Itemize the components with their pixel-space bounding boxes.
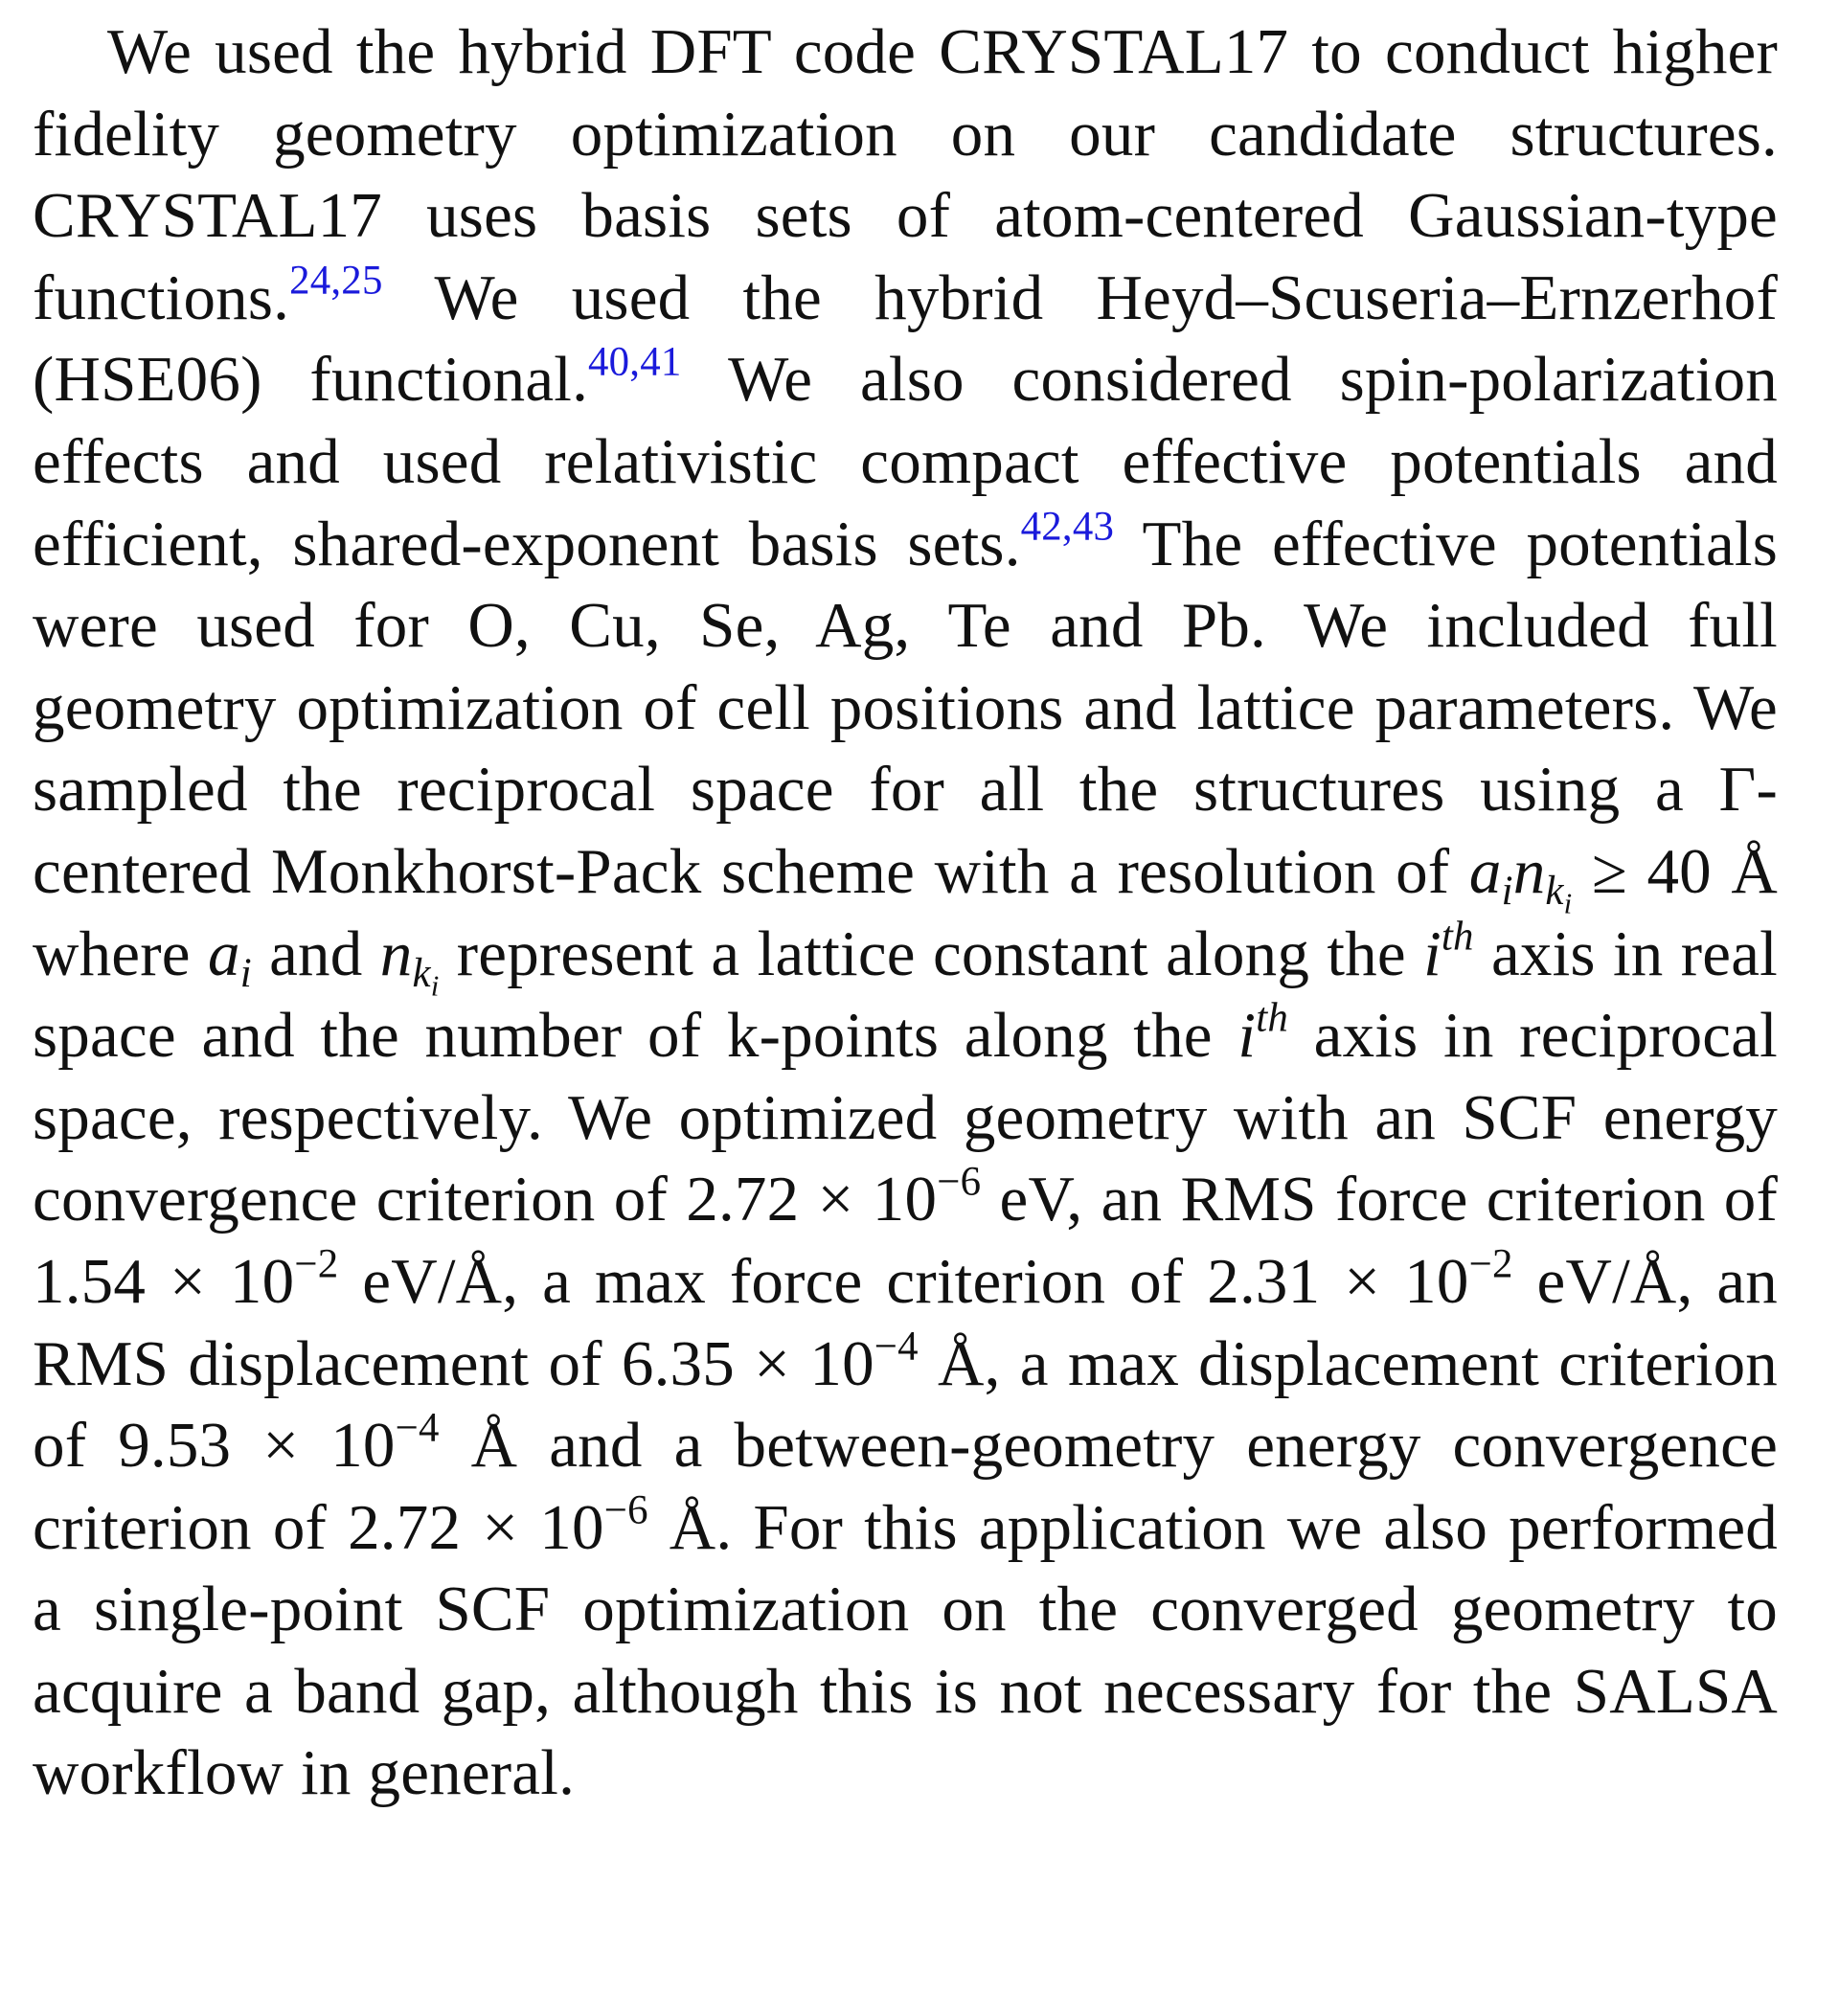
math-subscript: i [1501,868,1513,914]
text-segment: The effective potentials were used for O, Cu, Se, Ag, Te and Pb. We included full geometry optimization of cell positions and lattice parameters. We sampled the reciprocal space for all the structures using a Γ-centered Monkhorst-Pack scheme with a resolution of [33,508,1778,907]
text-segment: We also considered spin-polarization effects and used relativistic compact effective potentials and efficient, shared-exponent basis sets. [33,344,1778,579]
math-k: k [412,950,431,996]
exponent: −4 [395,1405,440,1451]
body-paragraph [33,11,1778,1815]
math-subscript: i [239,950,252,996]
text-segment: and [251,917,380,989]
exponent: −6 [937,1159,982,1205]
text-segment: eV, an RMS force criterion of 1.54 × 10 [33,1164,1778,1317]
text-segment: eV/Å, a max force criterion of 2.31 × 10 [338,1245,1469,1317]
math-subscript [412,950,440,1002]
exponent: −2 [294,1241,339,1287]
text-segment: Å. For this application we also performed a single-point SCF optimization on the converged geometry to acquire a band gap, although this is not necessary for the SALSA workflow in general. [33,1491,1778,1809]
text-segment: We used the hybrid DFT code CRYSTAL17 to conduct higher fidelity geometry optimization on our candidate structures. CRYSTAL17 uses basis sets of atom-centered Gaussian-type functions. [33,16,1778,333]
citation-link[interactable]: 24,25 [289,258,383,304]
math-superscript: th [1256,995,1288,1041]
math-k: k [1545,868,1564,914]
citation-link[interactable]: 40,41 [588,339,682,385]
text-segment: We used the hybrid Heyd–Scuseria–Ernzerhof (HSE06) functional. [33,261,1778,416]
math-superscript: th [1441,913,1474,959]
math-subsubscript: i [430,967,440,1002]
math-i: i [1237,1000,1257,1072]
text-segment: Å and a between-geometry energy convergence criterion of 2.72 × 10 [33,1410,1779,1563]
text-segment: where [33,917,208,989]
text-segment: Å, a max displacement criterion of 9.53 × 10 [33,1327,1778,1482]
math-n: n [1512,835,1546,907]
citation-link[interactable]: 42,43 [1020,503,1115,549]
math-relation: ≥ 40 Å [1572,835,1778,907]
math-subscript [1545,868,1573,920]
text-segment: eV/Å, an RMS displacement of 6.35 × 10 [33,1245,1778,1399]
exponent: −2 [1468,1241,1513,1287]
math-i: i [1423,917,1442,989]
text-segment: represent a lattice constant along the [439,917,1424,989]
math-a: a [207,917,240,989]
text-segment: axis in real space and the number of k-points along the [33,917,1778,1072]
math-n: n [379,917,413,989]
text-segment: axis in reciprocal space, respectively. We optimized geometry with an SCF energy convergence criterion of 2.72 × 10 [33,1000,1778,1235]
math-subsubscript: i [1563,886,1573,920]
exponent: −4 [874,1323,919,1369]
math-a: a [1468,835,1502,907]
exponent: −6 [603,1487,648,1533]
